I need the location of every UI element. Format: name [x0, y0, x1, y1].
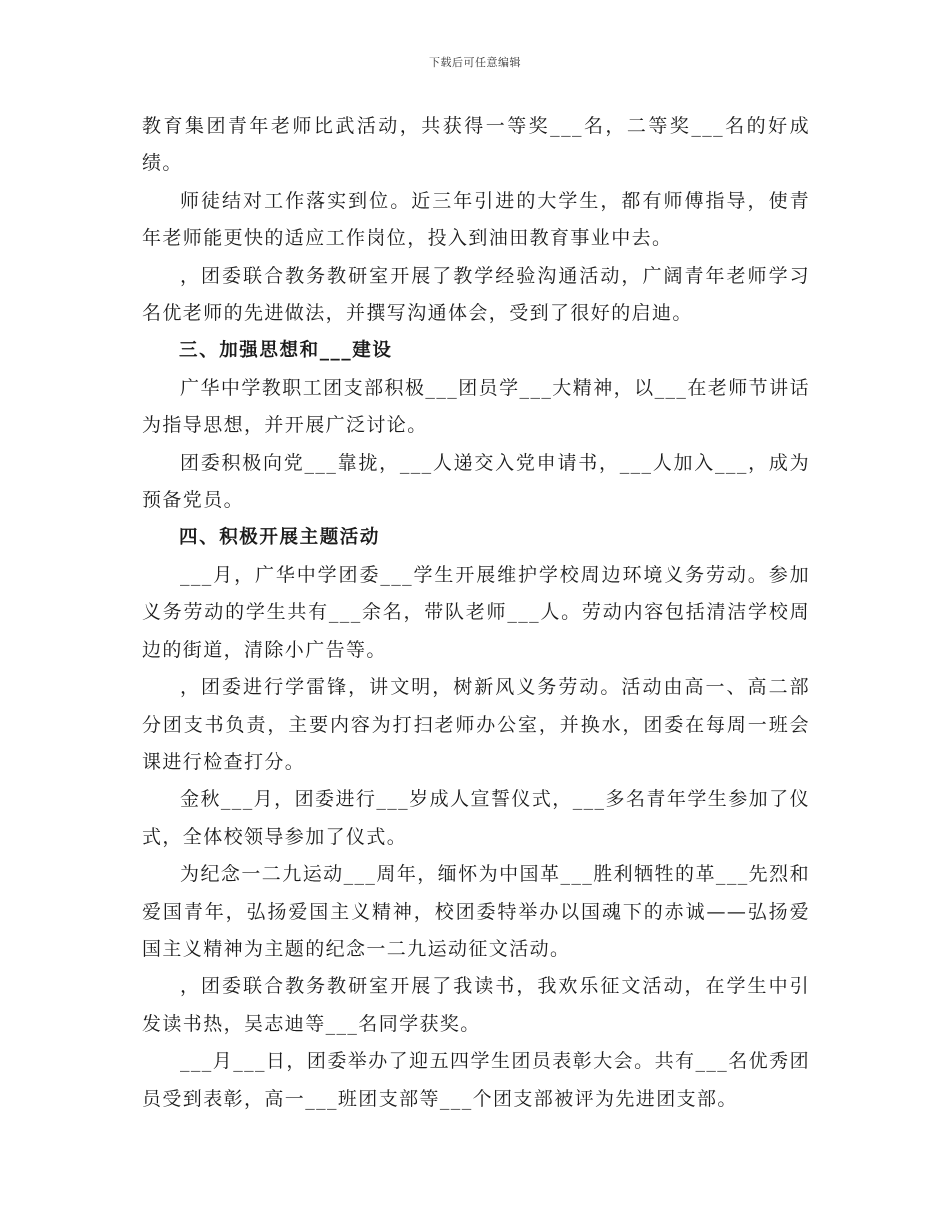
- paragraph: 广华中学教职工团支部积极___团员学___大精神，以___在老师节讲话为指导思想，并开展广泛讨论。: [142, 376, 810, 437]
- page-header: 下载后可任意编辑: [429, 56, 521, 69]
- paragraph: ，团委联合教务教研室开展了教学经验沟通活动，广阔青年老师学习名优老师的先进做法，并撰写沟通体会，受到了很好的启迪。: [142, 264, 810, 325]
- paragraph: ，团委联合教务教研室开展了我读书，我欢乐征文活动，在学生中引发读书热，吴志迪等___名同学获奖。: [142, 975, 810, 1035]
- paragraph: 师徒结对工作落实到位。近三年引进的大学生，都有师傅指导，使青年老师能更快的适应工作岗位，投入到油田教育事业中去。: [142, 189, 810, 250]
- paragraph: 教育集团青年老师比武活动，共获得一等奖___名，二等奖___名的好成绩。: [142, 115, 810, 175]
- paragraph: 为纪念一二九运动___周年，缅怀为中国革___胜利牺牲的革___先烈和爱国青年，弘扬爱国主义精神，校团委特举办以国魂下的赤诚——弘扬爱国主义精神为主题的纪念一二九运动征文活动。: [142, 863, 810, 960]
- document-body: [142, 108, 810, 1118]
- paragraph: ，团委进行学雷锋，讲文明，树新风义务劳动。活动由高一、高二部分团支书负责，主要内容为打扫老师办公室，并换水，团委在每周一班会课进行检查打分。: [142, 676, 810, 773]
- section-heading: 三、加强思想和___建设: [179, 340, 393, 362]
- paragraph: ___月，广华中学团委___学生开展维护学校周边环境义务劳动。参加义务劳动的学生共有___余名，带队老师___人。劳动内容包括清洁学校周边的街道，清除小广告等。: [142, 563, 810, 661]
- paragraph: 金秋___月，团委进行___岁成人宣誓仪式，___多名青年学生参加了仪式，全体校领导参加了仪式。: [142, 788, 810, 848]
- section-heading: 四、积极开展主题活动: [179, 527, 381, 549]
- paragraph: ___月___日，团委举办了迎五四学生团员表彰大会。共有___名优秀团员受到表彰，高一___班团支部等___个团支部被评为先进团支部。: [142, 1050, 810, 1110]
- paragraph: 团委积极向党___靠拢，___人递交入党申请书，___人加入___，成为预备党员。: [142, 451, 810, 512]
